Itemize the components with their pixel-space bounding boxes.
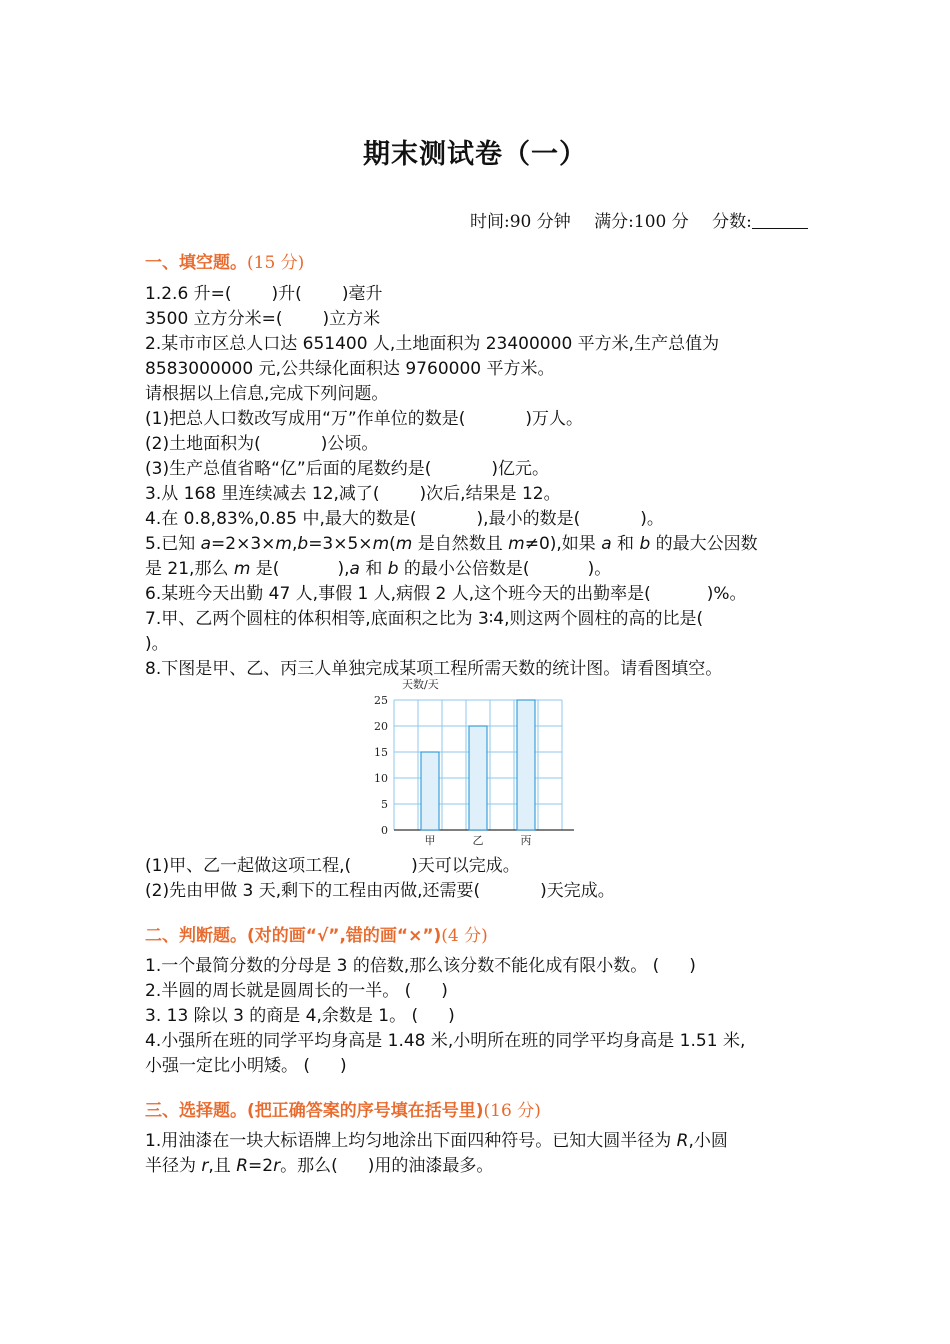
chart-y-tick-label: 15 [374,746,388,759]
section-fill-in: 一、填空题。(15 分) [145,253,305,273]
chart-bars [421,700,535,830]
question-5-line-2: 是 21,那么 m 是( ),a 和 b 的最小公倍数是( )。 [145,559,612,579]
chart-y-tick-label: 25 [374,694,388,707]
chart-x-tick-label: 甲 [424,834,436,847]
question-2-part-2: (2)土地面积为( )公顷。 [145,434,379,454]
question-6: 6.某班今天出勤 47 人,事假 1 人,病假 2 人,这个班今天的出勤率是( )%。 [145,584,747,604]
question-5-line-1: 5.已知 a=2×3×m,b=3×5×m(m 是自然数且 m≠0),如果 a 和 b 的最大公因数 [145,534,758,554]
chart-x-ticks [425,834,532,847]
chart-y-tick-label: 20 [374,720,388,733]
chart-bar-乙 [469,726,487,830]
question-2-line-2: 8583000000 元,公共绿化面积达 9760000 平方米。 [145,359,555,379]
judge-2: 2.半圆的周长就是圆周长的一半。 ( ) [145,981,448,1001]
chart-y-ticks [374,694,388,837]
chart-bar-甲 [421,752,439,830]
score-blank[interactable] [752,227,808,229]
section-true-false: 二、判断题。(对的画“√”,错的画“×”)(4 分) [145,926,488,946]
chart-y-axis-label: 天数/天 [402,678,439,691]
judge-4-line-2: 小强一定比小明矮。 ( ) [145,1056,347,1076]
question-4: 4.在 0.8,83%,0.85 中,最大的数是( ),最小的数是( )。 [145,509,664,529]
chart-y-tick-label: 10 [374,772,388,785]
time-limit: 时间:90 分钟 [470,212,571,232]
exam-meta [470,207,826,232]
question-1-line-1: 1.2.6 升=( )升( )毫升 [145,284,383,304]
question-8-part-2: (2)先由甲做 3 天,剩下的工程由丙做,还需要( )天完成。 [145,881,615,901]
days-bar-chart [362,676,582,848]
question-1-line-2: 3500 立方分米=( )立方米 [145,309,381,329]
chart-bar-丙 [517,700,535,830]
section-multiple-choice: 三、选择题。(把正确答案的序号填在括号里)(16 分) [145,1101,541,1121]
chart-y-tick-label: 5 [381,798,388,811]
page-title: 期末测试卷（一） [363,139,587,170]
question-7-line-1: 7.甲、乙两个圆柱的体积相等,底面积之比为 3∶4,则这两个圆柱的高的比是( [145,609,704,629]
chart-x-tick-label: 丙 [520,834,532,847]
full-score: 满分:100 分 [594,212,689,232]
judge-1: 1.一个最简分数的分母是 3 的倍数,那么该分数不能化成有限小数。 ( ) [145,956,696,976]
question-3: 3.从 168 里连续减去 12,减了( )次后,结果是 12。 [145,484,561,504]
score-label: 分数: [712,212,826,232]
question-2-line-3: 请根据以上信息,完成下列问题。 [145,384,389,404]
chart-x-tick-label: 乙 [472,834,484,847]
question-2-line-1: 2.某市市区总人口达 651400 人,土地面积为 23400000 平方米,生产总值为 [145,334,720,354]
choice-1-line-1: 1.用油漆在一块大标语牌上均匀地涂出下面四种符号。已知大圆半径为 R,小圆 [145,1131,728,1151]
question-2-part-1: (1)把总人口数改写成用“万”作单位的数是( )万人。 [145,409,583,429]
judge-3: 3. 13 除以 3 的商是 4,余数是 1。 ( ) [145,1006,455,1026]
question-8-intro: 8.下图是甲、乙、丙三人单独完成某项工程所需天数的统计图。请看图填空。 [145,659,723,679]
chart-y-tick-label: 0 [381,824,388,837]
question-7-line-2: )。 [145,634,169,654]
judge-4-line-1: 4.小强所在班的同学平均身高是 1.48 米,小明所在班的同学平均身高是 1.51 米, [145,1031,746,1051]
question-2-part-3: (3)生产总值省略“亿”后面的尾数约是( )亿元。 [145,459,549,479]
choice-1-line-2: 半径为 r,且 R=2r。那么( )用的油漆最多。 [145,1156,494,1176]
question-8-part-1: (1)甲、乙一起做这项工程,( )天可以完成。 [145,856,520,876]
